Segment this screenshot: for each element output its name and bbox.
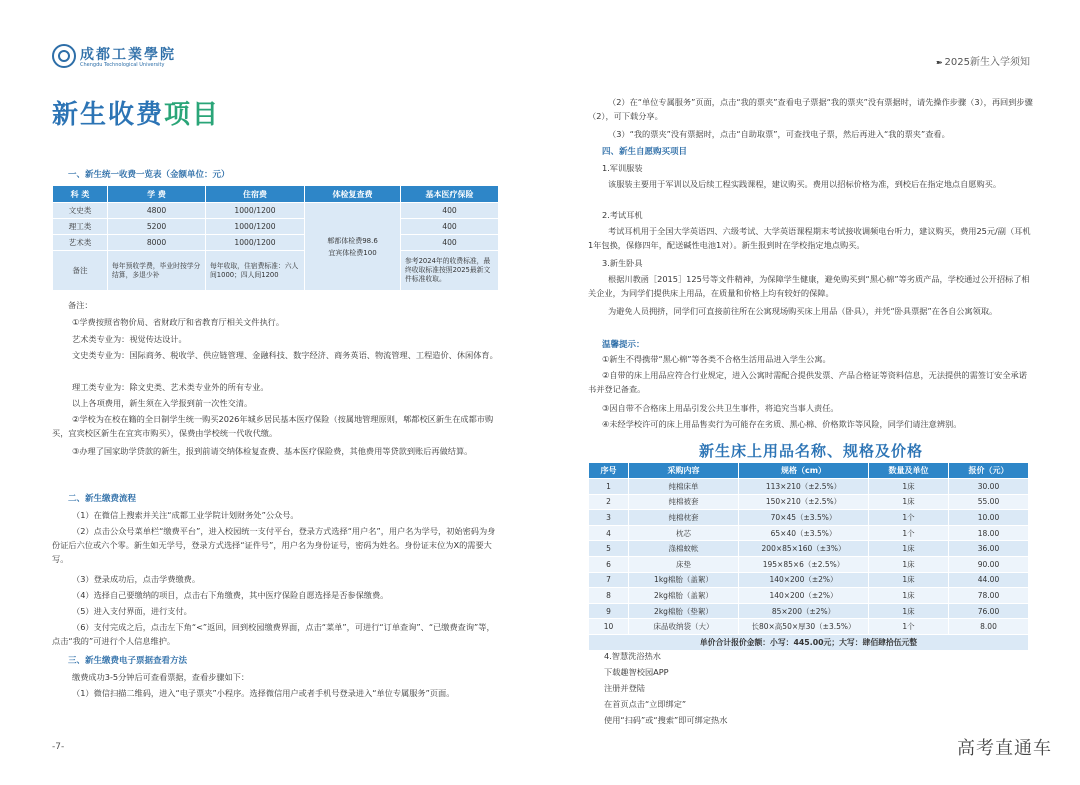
table-row xyxy=(589,603,1029,619)
table-cell: 5 xyxy=(589,541,629,557)
table-cell: 85×200（±2%） xyxy=(739,603,869,619)
item-text: 该服装主要用于军训以及后续工程实践课程，建议购买。费用以招标价格为准，到校后在指定地点自愿购买。 xyxy=(608,179,1002,189)
table-cell: 140×200（±2%） xyxy=(739,572,869,588)
table-row: 艺术类 8000 1000/1200 400 xyxy=(53,235,499,251)
note-text: ②学校为在校在籍的全日制学生统一购买2026年城乡居民基本医疗保险（按属地管理原则，郫都校区新生在成都市购买，宜宾校区新生在宜宾市购买），保费由学校统一代收代缴。 xyxy=(52,414,494,438)
hotwater-step: 注册并登陆 xyxy=(604,683,645,693)
school-logo-icon xyxy=(52,44,76,68)
table-cell: 55.00 xyxy=(949,494,1029,510)
invoice-text: 缴费成功3-5分钟后可查看票据，查看步骤如下： xyxy=(72,672,250,682)
table-cell: 1床 xyxy=(869,588,949,604)
fee-header-cell: 学 费 xyxy=(108,186,206,203)
table-cell: 1床 xyxy=(869,603,949,619)
hotwater-step: 下载趣智校园APP xyxy=(604,667,669,677)
note-text: ①学费按照省物价局、省财政厅和省教育厅相关文件执行。 xyxy=(72,317,285,327)
table-cell: 18.00 xyxy=(949,525,1029,541)
table-total-row xyxy=(589,634,1029,650)
bedding-header-cell: 数量及单位 xyxy=(869,463,949,479)
table-row: 文史类 4800 1000/1200 郫都体检费98.6 宜宾体检费100 400 xyxy=(53,203,499,219)
optional-section-title: 四、新生自愿购买项目 xyxy=(602,147,688,157)
table-cell: 200×85×160（±3%） xyxy=(739,541,869,557)
table-cell: 1床 xyxy=(869,572,949,588)
item-heading: 1.军训服装 xyxy=(602,163,643,173)
tip-text: ①新生不得携带“黑心棉”等各类不合格生活用品进入学生公寓。 xyxy=(602,354,831,364)
table-cell: 1床 xyxy=(869,479,949,495)
table-cell: 1个 xyxy=(869,525,949,541)
item-heading: 3.新生卧具 xyxy=(602,258,643,268)
table-row xyxy=(589,556,1029,572)
table-row xyxy=(589,541,1029,557)
table-cell: 3 xyxy=(589,510,629,526)
table-row: 备注 每年预收学费，毕业时按学分结算，多退少补 每年收取，住宿费标准：六人间1000；四人间1200 参考2024年的收费标准，最终收取标准按照2025最新文件标准收取。 xyxy=(53,251,499,291)
table-cell: 2kg棉胎（盖絮） xyxy=(629,588,739,604)
table-cell: 2 xyxy=(589,494,629,510)
total-price: 单价合计报价金额：小写：445.00元；大写：肆佰肆拾伍元整 xyxy=(589,634,1029,650)
bedding-header-cell: 报价（元） xyxy=(949,463,1029,479)
fee-header-cell: 科 类 xyxy=(53,186,108,203)
table-row xyxy=(589,525,1029,541)
table-cell: 纯棉被套 xyxy=(629,494,739,510)
invoice-section-title: 三、新生缴费电子票据查看方法 xyxy=(68,656,188,666)
invoice-step: （1）微信扫描二维码，进入“电子票夹”小程序。选择微信用户或者手机号登录进入“单位专属服务”页面。 xyxy=(72,688,455,698)
bedding-header-cell: 序号 xyxy=(589,463,629,479)
fee-header-cell: 住宿费 xyxy=(206,186,305,203)
fee-table xyxy=(52,185,499,291)
table-cell: 床品收纳袋（大） xyxy=(629,619,739,635)
table-cell: 140×200（±2%） xyxy=(739,588,869,604)
note-text: ③办理了国家助学贷款的新生，报到前请交纳体检复查费、基本医疗保险费，其他费用等贷款到账后再做结算。 xyxy=(72,446,473,456)
table-cell: 113×210（±2.5%） xyxy=(739,479,869,495)
table-row xyxy=(589,479,1029,495)
item-text: 根据川教函［2015］125号等文件精神，为保障学生健康，避免购买到“黑心棉”等劣质产品，学校通过公开招标了相关企业，为同学们提供床上用品，在质量和价格上均有较好的保障。 xyxy=(588,274,1030,298)
tips-title: 温馨提示： xyxy=(602,340,645,350)
table-cell: 涤棉蚊帐 xyxy=(629,541,739,557)
table-cell: 1床 xyxy=(869,556,949,572)
table-cell: 150×210（±2.5%） xyxy=(739,494,869,510)
bedding-table-title: 新生床上用品名称、规格及价格 xyxy=(698,442,923,460)
table-cell: 30.00 xyxy=(949,479,1029,495)
bedding-table xyxy=(588,462,1029,651)
table-cell: 1床 xyxy=(869,541,949,557)
hotwater-step: 使用“扫码”或“搜索”即可绑定热水 xyxy=(604,715,728,725)
arrow-icon: ➽ xyxy=(935,58,943,67)
item-text: 为避免人员拥挤，同学们可直接前往所在公寓现场购买床上用品（卧具），并凭“卧具票据”在各自公寓领取。 xyxy=(608,306,998,316)
note-text: 以上各项费用，新生须在入学报到前一次性交清。 xyxy=(72,398,253,408)
item-text: 考试耳机用于全国大学英语四、六级考试、大学英语课程期末考试接收调频电台听力，建议购买，费用25元/副（耳机1年包换，保修四年，配送碱性电池1对）。新生报到时在学校指定地点购买。 xyxy=(588,226,1031,250)
table-cell: 枕芯 xyxy=(629,525,739,541)
hotwater-step: 在首页点击“立即绑定” xyxy=(604,699,687,709)
table-row xyxy=(589,572,1029,588)
table-cell: 1个 xyxy=(869,510,949,526)
table-cell: 6 xyxy=(589,556,629,572)
fee-section-title: 一、新生统一收费一览表（金额单位：元） xyxy=(68,170,230,180)
table-row xyxy=(589,588,1029,604)
page-number: -7- xyxy=(52,742,65,752)
table-row xyxy=(589,494,1029,510)
table-cell: 长80×高50×厚30（±3.5%） xyxy=(739,619,869,635)
table-cell: 纯棉床单 xyxy=(629,479,739,495)
table-cell: 1个 xyxy=(869,619,949,635)
page-title: 新生收费项目 xyxy=(52,100,221,130)
table-cell: 7 xyxy=(589,572,629,588)
table-cell: 纯棉枕套 xyxy=(629,510,739,526)
table-cell: 1 xyxy=(589,479,629,495)
process-step: （3）登录成功后，点击学费缴费。 xyxy=(72,574,201,584)
table-cell: 36.00 xyxy=(949,541,1029,557)
tip-text: ④未经学校许可的床上用品售卖行为可能存在劣质、黑心棉、价格欺诈等风险，同学们请注意辨别。 xyxy=(602,419,962,429)
process-step: （6）支付完成之后，点击左下角“<”返回，回到校园缴费界面，点击“菜单”，可进行“订单查询”、“已缴费查询”等，点击“我的”可进行个人信息维护。 xyxy=(52,622,495,646)
bedding-header-cell: 规格（cm） xyxy=(739,463,869,479)
table-row: 理工类 5200 1000/1200 400 xyxy=(53,219,499,235)
table-cell: 8.00 xyxy=(949,619,1029,635)
note-text: 艺术类专业为：视觉传达设计。 xyxy=(72,334,187,344)
table-cell: 10.00 xyxy=(949,510,1029,526)
item-heading: 2.考试耳机 xyxy=(602,210,643,220)
invoice-step: （3）“我的票夹”没有票据时，点击“自助取票”，可查找电子票，然后再进入“我的票夹”查看。 xyxy=(608,129,950,139)
fee-header-cell: 体检复查费 xyxy=(305,186,401,203)
note-text: 文史类专业为：国际商务、税收学、供应链管理、金融科技、数字经济、商务英语、物流管理、工程造价、休闲体育。 xyxy=(72,350,498,360)
table-cell: 4 xyxy=(589,525,629,541)
table-cell: 90.00 xyxy=(949,556,1029,572)
fee-header-cell: 基本医疗保险 xyxy=(401,186,499,203)
process-step: （2）点击公众号菜单栏“缴费平台”，进入校园统一支付平台，登录方式选择“用户名”，用户名为学号，初始密码为身份证后六位或六个零。新生如无学号，登录方式选择“证件号”，用户名为身份证号，密码为姓名。身份证末位为X的需要大写。 xyxy=(52,526,496,564)
process-step: （1）在微信上搜索并关注“成都工业学院计划财务处”公众号。 xyxy=(72,510,299,520)
exam-fee-cell: 郫都体检费98.6 宜宾体检费100 xyxy=(305,203,401,291)
table-cell: 65×40（±3.5%） xyxy=(739,525,869,541)
table-cell: 78.00 xyxy=(949,588,1029,604)
bedding-header-cell: 采购内容 xyxy=(629,463,739,479)
table-row xyxy=(589,619,1029,635)
tip-text: ②自带的床上用品应符合行业规定，进入公寓时需配合提供发票、产品合格证等资料信息，无法提供的需签订安全承诺书并登记备查。 xyxy=(588,370,1027,394)
tip-text: ③因自带不合格床上用品引发公共卫生事件，将追究当事人责任。 xyxy=(602,403,839,413)
notes-label: 备注： xyxy=(68,300,93,310)
school-english-name: Chengdu Technological University xyxy=(80,62,165,68)
invoice-step: （2）在“单位专属服务”页面，点击“我的票夹”查看电子票据“我的票夹”没有票据时，请先操作步骤（3），再回到步骤（2），可下载分享。 xyxy=(588,97,1033,121)
hotwater-heading: 4.智慧洗浴热水 xyxy=(604,651,661,661)
table-cell: 76.00 xyxy=(949,603,1029,619)
table-cell: 195×85×6（±2.5%） xyxy=(739,556,869,572)
table-row xyxy=(589,510,1029,526)
table-cell: 44.00 xyxy=(949,572,1029,588)
table-cell: 2kg棉胎（垫絮） xyxy=(629,603,739,619)
table-cell: 1床 xyxy=(869,494,949,510)
table-cell: 70×45（±3.5%） xyxy=(739,510,869,526)
note-text: 理工类专业为：除文史类、艺术类专业外的所有专业。 xyxy=(72,382,269,392)
process-step: （4）选择自己要缴纳的项目，点击右下角缴费，其中医疗保险自愿选择是否参保缴费。 xyxy=(72,590,389,600)
document-title: ➽ 2025新生入学须知 xyxy=(935,57,1030,68)
watermark-text: 高考直通车 xyxy=(957,738,1052,759)
school-name: 成都工業學院 xyxy=(80,47,176,63)
table-cell: 10 xyxy=(589,619,629,635)
process-step: （5）进入支付界面，进行支付。 xyxy=(72,606,192,616)
table-cell: 床垫 xyxy=(629,556,739,572)
table-cell: 9 xyxy=(589,603,629,619)
table-cell: 8 xyxy=(589,588,629,604)
table-cell: 1kg棉胎（盖絮） xyxy=(629,572,739,588)
process-section-title: 二、新生缴费流程 xyxy=(68,494,137,504)
